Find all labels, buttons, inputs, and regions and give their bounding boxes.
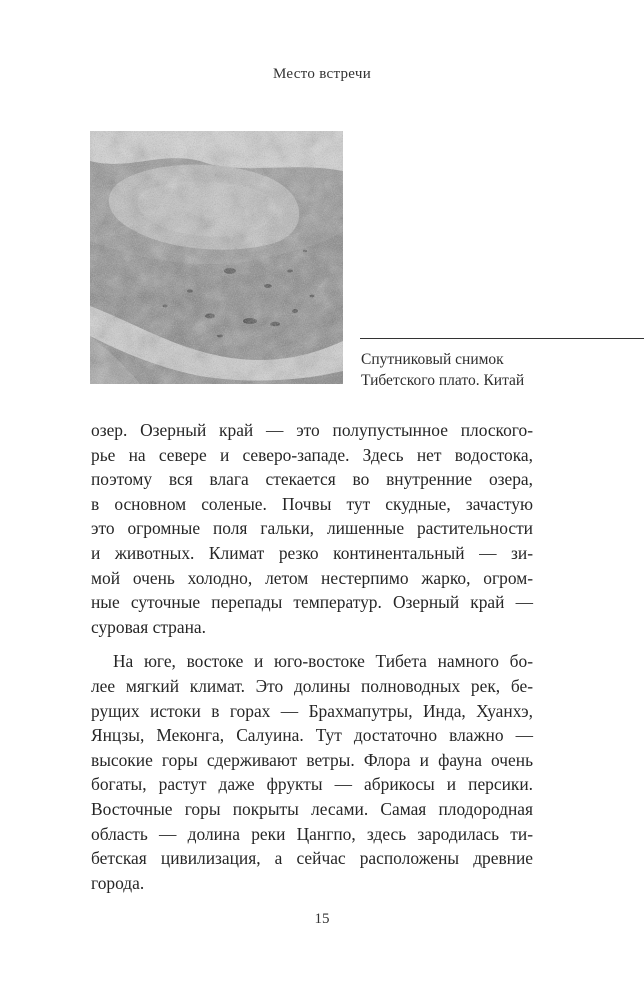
text-line: в основном соленые. Почвы тут скудные, зачастую — [91, 493, 533, 514]
text-line: область — долина реки Цангпо, здесь зародилась ти- — [91, 823, 533, 844]
text-line: суровая страна. — [91, 616, 206, 637]
text-line: лее мягкий климат. Это долины полноводных рек, бе- — [91, 675, 533, 696]
text-line: озер. Озерный край — это полупустынное плоского- — [91, 420, 533, 440]
text-line: города. — [91, 872, 145, 893]
paragraph-1 — [91, 418, 533, 639]
text-line: Янцзы, Меконга, Салуина. Тут достаточно влажно — — [91, 725, 533, 746]
text-line: это огромные поля гальки, лишенные растительности — [91, 518, 533, 539]
text-line: ные суточные перепады температур. Озерный край — — [91, 592, 533, 613]
text-line: поэтому вся влага стекается во внутренние озера, — [91, 469, 533, 490]
page-number: 15 — [314, 911, 330, 927]
text-line: мой очень холодно, летом нестерпимо жарко, огром- — [91, 567, 533, 588]
photo-caption — [361, 349, 641, 391]
body-text — [91, 418, 533, 895]
text-line: богаты, растут даже фрукты — абрикосы и персики. — [91, 774, 533, 795]
caption-line: Тибетского плато. Китай — [361, 372, 525, 389]
text-line: высокие горы сдерживают ветры. Флора и фауна очень — [91, 749, 533, 770]
caption-line: Спутниковый снимок — [361, 351, 504, 368]
paragraph-2 — [91, 649, 533, 895]
text-line: На юге, востоке и юго-востоке Тибета намного бо- — [113, 651, 533, 672]
text-line: Восточные горы покрыты лесами. Самая плодородная — [91, 798, 533, 819]
satellite-photo — [90, 131, 343, 384]
text-line: и животных. Климат резко континентальный — зи- — [91, 542, 533, 563]
running-header: Место встречи — [272, 66, 372, 82]
tibetan-plateau-satellite-image — [90, 131, 343, 384]
caption-rule — [360, 338, 644, 339]
text-line: рье на севере и северо-западе. Здесь нет водостока, — [91, 444, 533, 465]
text-line: рущих истоки в горах — Брахмапутры, Инда, Хуанхэ, — [91, 700, 533, 721]
text-line: бетская цивилизация, а сейчас расположены древние — [91, 848, 533, 869]
